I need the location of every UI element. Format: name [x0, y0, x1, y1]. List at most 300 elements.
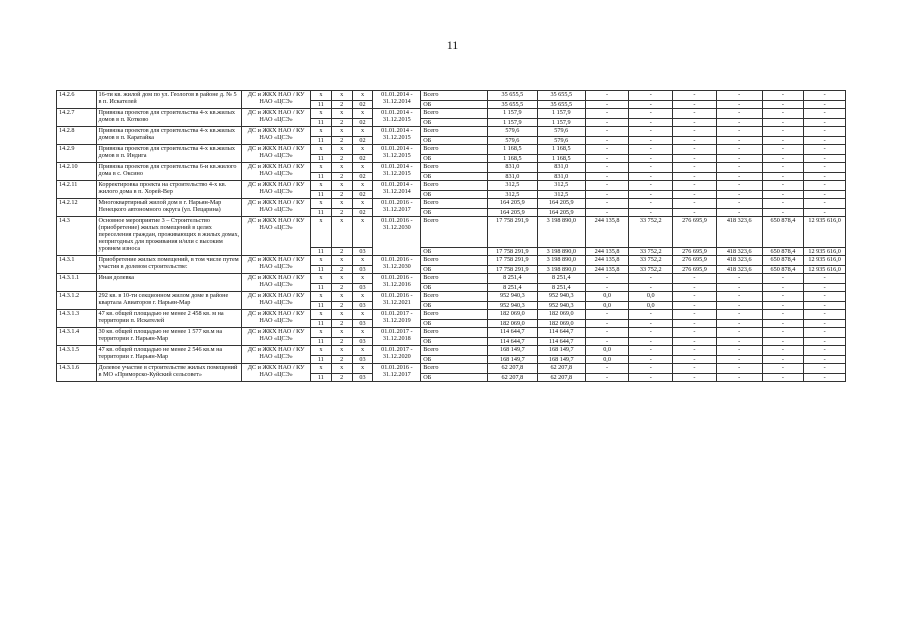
- amount-cell: -: [716, 364, 762, 374]
- amount-cell: 17 758 291,9: [487, 248, 537, 256]
- code-cell: x: [331, 310, 352, 320]
- code-cell: 03: [352, 320, 373, 328]
- amount-cell: 168 149,7: [487, 346, 537, 356]
- code-cell: 2: [331, 137, 352, 145]
- source-label: Всего: [421, 328, 488, 338]
- executor: ДС и ЖКХ НАО / КУ НАО «ЦСЭ»: [242, 109, 311, 127]
- amount-cell: 1 157,9: [487, 119, 537, 127]
- executor: ДС и ЖКХ НАО / КУ НАО «ЦСЭ»: [242, 145, 311, 163]
- amount-cell: -: [673, 338, 717, 346]
- amount-cell: -: [585, 91, 629, 101]
- amount-cell: 164 205,9: [487, 209, 537, 217]
- code-cell: x: [331, 328, 352, 338]
- code-cell: x: [331, 217, 352, 248]
- row-number: 14.2.11: [57, 181, 97, 199]
- code-cell: x: [352, 181, 373, 191]
- amount-cell: 33 752,2: [629, 256, 673, 266]
- code-cell: x: [352, 163, 373, 173]
- table-row: [57, 256, 846, 266]
- source-label: Всего: [421, 346, 488, 356]
- amount-cell: -: [673, 181, 717, 191]
- code-cell: x: [310, 91, 331, 101]
- activity-name: Привязка проектов для строительства 6-и кв.жилого дома в с. Оксино: [96, 163, 242, 181]
- amount-cell: -: [762, 274, 804, 284]
- amount-cell: -: [673, 209, 717, 217]
- amount-cell: -: [585, 209, 629, 217]
- code-cell: 2: [331, 302, 352, 310]
- code-cell: 03: [352, 284, 373, 292]
- amount-cell: 35 655,5: [537, 91, 585, 101]
- code-cell: x: [310, 274, 331, 284]
- source-label: ОБ: [421, 101, 488, 109]
- amount-cell: -: [673, 356, 717, 364]
- amount-cell: -: [804, 101, 846, 109]
- amount-cell: -: [804, 127, 846, 137]
- code-cell: x: [352, 364, 373, 374]
- amount-cell: -: [629, 199, 673, 209]
- amount-cell: -: [629, 274, 673, 284]
- amount-cell: -: [629, 310, 673, 320]
- table-row: [57, 145, 846, 155]
- amount-cell: 0,0: [585, 292, 629, 302]
- amount-cell: 244 135,8: [585, 266, 629, 274]
- row-number: 14.2.7: [57, 109, 97, 127]
- amount-cell: -: [673, 310, 717, 320]
- code-cell: 11: [310, 374, 331, 382]
- amount-cell: -: [716, 119, 762, 127]
- executor: ДС и ЖКХ НАО / КУ НАО «ЦСЭ»: [242, 310, 311, 328]
- amount-cell: 1 157,9: [487, 109, 537, 119]
- amount-cell: 831,0: [487, 173, 537, 181]
- amount-cell: 33 752,2: [629, 248, 673, 256]
- amount-cell: -: [585, 163, 629, 173]
- code-cell: x: [352, 292, 373, 302]
- amount-cell: -: [629, 356, 673, 364]
- table-row: [57, 346, 846, 356]
- amount-cell: -: [804, 320, 846, 328]
- amount-cell: -: [762, 374, 804, 382]
- amount-cell: 3 198 890,0: [537, 217, 585, 248]
- source-label: Всего: [421, 217, 488, 248]
- amount-cell: -: [585, 274, 629, 284]
- amount-cell: -: [673, 109, 717, 119]
- code-cell: 11: [310, 173, 331, 181]
- table-row: [57, 310, 846, 320]
- amount-cell: -: [716, 310, 762, 320]
- period: 01.01.2014 - 31.12.2015: [373, 163, 421, 181]
- period: 01.01.2016 - 31.12.2016: [373, 274, 421, 292]
- source-label: ОБ: [421, 266, 488, 274]
- amount-cell: 579,6: [487, 127, 537, 137]
- amount-cell: 168 149,7: [487, 356, 537, 364]
- amount-cell: -: [629, 328, 673, 338]
- amount-cell: -: [629, 119, 673, 127]
- code-cell: x: [310, 109, 331, 119]
- amount-cell: -: [629, 209, 673, 217]
- amount-cell: -: [629, 101, 673, 109]
- amount-cell: -: [804, 155, 846, 163]
- amount-cell: -: [804, 109, 846, 119]
- amount-cell: 579,6: [537, 137, 585, 145]
- code-cell: x: [331, 346, 352, 356]
- amount-cell: 0,0: [629, 302, 673, 310]
- row-number: 14.2.9: [57, 145, 97, 163]
- period: 01.01.2016 - 31.12.2017: [373, 199, 421, 217]
- source-label: Всего: [421, 91, 488, 101]
- period: 01.01.2016 - 31.12.2017: [373, 364, 421, 382]
- code-cell: x: [310, 163, 331, 173]
- amount-cell: -: [804, 284, 846, 292]
- amount-cell: -: [762, 302, 804, 310]
- code-cell: 2: [331, 209, 352, 217]
- code-cell: 03: [352, 266, 373, 274]
- row-number: 14.2.12: [57, 199, 97, 217]
- amount-cell: -: [585, 284, 629, 292]
- amount-cell: 650 878,4: [762, 217, 804, 248]
- source-label: ОБ: [421, 320, 488, 328]
- amount-cell: 62 207,8: [487, 364, 537, 374]
- code-cell: x: [310, 256, 331, 266]
- source-label: ОБ: [421, 119, 488, 127]
- amount-cell: -: [762, 155, 804, 163]
- code-cell: x: [352, 145, 373, 155]
- amount-cell: -: [716, 91, 762, 101]
- code-cell: 11: [310, 248, 331, 256]
- amount-cell: -: [673, 199, 717, 209]
- amount-cell: -: [762, 137, 804, 145]
- table-row: [57, 127, 846, 137]
- amount-cell: 3 198 890,0: [537, 256, 585, 266]
- amount-cell: 8 251,4: [487, 274, 537, 284]
- code-cell: x: [310, 310, 331, 320]
- amount-cell: 8 251,4: [537, 274, 585, 284]
- amount-cell: 12 935 616,0: [804, 266, 846, 274]
- code-cell: x: [352, 109, 373, 119]
- amount-cell: -: [585, 137, 629, 145]
- amount-cell: -: [804, 173, 846, 181]
- amount-cell: 952 940,3: [487, 292, 537, 302]
- page-number: 11: [446, 38, 459, 52]
- amount-cell: -: [585, 310, 629, 320]
- row-number: 14.3: [57, 217, 97, 256]
- code-cell: 11: [310, 155, 331, 163]
- amount-cell: 650 878,4: [762, 266, 804, 274]
- amount-cell: -: [804, 346, 846, 356]
- amount-cell: 831,0: [537, 173, 585, 181]
- period: 01.01.2014 - 31.12.2015: [373, 109, 421, 127]
- code-cell: 2: [331, 284, 352, 292]
- amount-cell: -: [804, 191, 846, 199]
- table-row: [57, 328, 846, 338]
- amount-cell: -: [804, 119, 846, 127]
- code-cell: x: [331, 256, 352, 266]
- table-row: [57, 199, 846, 209]
- amount-cell: 182 069,0: [537, 320, 585, 328]
- amount-cell: 418 323,6: [716, 266, 762, 274]
- code-cell: x: [331, 181, 352, 191]
- amount-cell: -: [673, 137, 717, 145]
- row-number: 14.3.1.5: [57, 346, 97, 364]
- table-row: [57, 163, 846, 173]
- amount-cell: 0,0: [629, 292, 673, 302]
- amount-cell: 418 323,6: [716, 217, 762, 248]
- period: 01.01.2014 - 31.12.2014: [373, 91, 421, 109]
- code-cell: x: [352, 199, 373, 209]
- amount-cell: 952 940,3: [487, 302, 537, 310]
- amount-cell: -: [629, 338, 673, 346]
- source-label: ОБ: [421, 338, 488, 346]
- code-cell: x: [310, 127, 331, 137]
- amount-cell: -: [762, 181, 804, 191]
- amount-cell: -: [762, 320, 804, 328]
- code-cell: x: [310, 328, 331, 338]
- amount-cell: -: [673, 364, 717, 374]
- row-number: 14.3.1.3: [57, 310, 97, 328]
- row-number: 14.3.1.2: [57, 292, 97, 310]
- code-cell: x: [310, 145, 331, 155]
- code-cell: x: [352, 127, 373, 137]
- amount-cell: 1 168,5: [537, 155, 585, 163]
- code-cell: 2: [331, 338, 352, 346]
- amount-cell: -: [629, 346, 673, 356]
- amount-cell: 62 207,8: [487, 374, 537, 382]
- amount-cell: 0,0: [585, 356, 629, 364]
- amount-cell: -: [762, 127, 804, 137]
- amount-cell: 164 205,9: [487, 199, 537, 209]
- amount-cell: -: [629, 364, 673, 374]
- code-cell: 02: [352, 191, 373, 199]
- code-cell: 11: [310, 284, 331, 292]
- amount-cell: -: [762, 109, 804, 119]
- amount-cell: -: [585, 328, 629, 338]
- amount-cell: -: [716, 109, 762, 119]
- amount-cell: 579,6: [487, 137, 537, 145]
- code-cell: 2: [331, 266, 352, 274]
- table-body: [57, 91, 846, 382]
- amount-cell: 12 935 616,0: [804, 256, 846, 266]
- amount-cell: -: [762, 284, 804, 292]
- code-cell: x: [310, 181, 331, 191]
- amount-cell: 164 205,9: [537, 199, 585, 209]
- code-cell: x: [331, 199, 352, 209]
- amount-cell: 244 135,8: [585, 256, 629, 266]
- code-cell: x: [352, 91, 373, 101]
- amount-cell: 952 940,3: [537, 292, 585, 302]
- code-cell: x: [310, 364, 331, 374]
- amount-cell: -: [762, 163, 804, 173]
- activity-name: Привязка проектов для строительства 4-х кв.жилых домов в п. Котково: [96, 109, 242, 127]
- amount-cell: 8 251,4: [487, 284, 537, 292]
- period: 01.01.2016 - 31.12.2030: [373, 256, 421, 274]
- amount-cell: -: [673, 374, 717, 382]
- source-label: ОБ: [421, 248, 488, 256]
- amount-cell: -: [762, 199, 804, 209]
- code-cell: x: [331, 91, 352, 101]
- amount-cell: -: [804, 209, 846, 217]
- amount-cell: -: [804, 91, 846, 101]
- amount-cell: 244 135,8: [585, 248, 629, 256]
- amount-cell: 276 695,9: [673, 217, 717, 248]
- amount-cell: 12 935 616,0: [804, 248, 846, 256]
- amount-cell: 62 207,8: [537, 374, 585, 382]
- code-cell: 11: [310, 266, 331, 274]
- amount-cell: -: [716, 284, 762, 292]
- amount-cell: -: [585, 181, 629, 191]
- amount-cell: -: [585, 155, 629, 163]
- table-row: [57, 292, 846, 302]
- amount-cell: -: [716, 191, 762, 199]
- amount-cell: -: [585, 127, 629, 137]
- amount-cell: -: [762, 338, 804, 346]
- source-label: ОБ: [421, 137, 488, 145]
- amount-cell: -: [716, 181, 762, 191]
- amount-cell: -: [673, 119, 717, 127]
- executor: ДС и ЖКХ НАО / КУ НАО «ЦСЭ»: [242, 292, 311, 310]
- amount-cell: -: [716, 101, 762, 109]
- amount-cell: -: [762, 173, 804, 181]
- period: 01.01.2014 - 31.12.2015: [373, 145, 421, 163]
- code-cell: x: [331, 163, 352, 173]
- row-number: 14.3.1.6: [57, 364, 97, 382]
- amount-cell: -: [716, 346, 762, 356]
- amount-cell: -: [716, 173, 762, 181]
- amount-cell: -: [762, 191, 804, 199]
- amount-cell: 1 168,5: [487, 145, 537, 155]
- amount-cell: -: [673, 284, 717, 292]
- amount-cell: 1 157,9: [537, 109, 585, 119]
- table-row: [57, 217, 846, 248]
- row-number: 14.2.8: [57, 127, 97, 145]
- code-cell: x: [352, 217, 373, 248]
- amount-cell: -: [716, 328, 762, 338]
- code-cell: x: [352, 256, 373, 266]
- amount-cell: -: [673, 346, 717, 356]
- amount-cell: -: [673, 127, 717, 137]
- code-cell: 03: [352, 302, 373, 310]
- activity-name: 47 кв. общей площадью не менее 2 458 кв. м на территории п. Искателей: [96, 310, 242, 328]
- activity-name: Привязка проектов для строительства 4-х кв.жилых домов в п. Каратайка: [96, 127, 242, 145]
- amount-cell: 276 695,9: [673, 256, 717, 266]
- amount-cell: -: [716, 127, 762, 137]
- amount-cell: -: [673, 328, 717, 338]
- code-cell: 2: [331, 173, 352, 181]
- activity-name: 47 кв. общей площадью не менее 2 546 кв.м на территории г. Нарьян-Мар: [96, 346, 242, 364]
- amount-cell: 8 251,4: [537, 284, 585, 292]
- amount-cell: 1 168,5: [537, 145, 585, 155]
- code-cell: x: [331, 274, 352, 284]
- amount-cell: -: [716, 274, 762, 284]
- source-label: Всего: [421, 274, 488, 284]
- amount-cell: 35 655,5: [487, 91, 537, 101]
- source-label: Всего: [421, 163, 488, 173]
- amount-cell: -: [716, 145, 762, 155]
- code-cell: 03: [352, 374, 373, 382]
- amount-cell: 35 655,5: [487, 101, 537, 109]
- activity-name: Долевое участие в строительстве жилых помещений в МО «Приморско-Куйский сельсовет»: [96, 364, 242, 382]
- table-row: [57, 91, 846, 101]
- code-cell: 11: [310, 338, 331, 346]
- amount-cell: 952 940,3: [537, 302, 585, 310]
- amount-cell: 831,0: [537, 163, 585, 173]
- amount-cell: -: [762, 119, 804, 127]
- amount-cell: -: [629, 145, 673, 155]
- amount-cell: -: [673, 91, 717, 101]
- period: 01.01.2017 - 31.12.2018: [373, 328, 421, 346]
- source-label: Всего: [421, 109, 488, 119]
- code-cell: x: [331, 145, 352, 155]
- source-label: Всего: [421, 310, 488, 320]
- amount-cell: -: [804, 163, 846, 173]
- row-number: 14.3.1: [57, 256, 97, 274]
- amount-cell: -: [629, 191, 673, 199]
- code-cell: 02: [352, 209, 373, 217]
- amount-cell: -: [804, 145, 846, 155]
- amount-cell: -: [716, 292, 762, 302]
- amount-cell: -: [673, 292, 717, 302]
- period: 01.01.2016 - 31.12.2030: [373, 217, 421, 256]
- table-row: [57, 109, 846, 119]
- period: 01.01.2017 - 31.12.2020: [373, 346, 421, 364]
- source-label: Всего: [421, 292, 488, 302]
- source-label: ОБ: [421, 374, 488, 382]
- amount-cell: -: [585, 338, 629, 346]
- source-label: ОБ: [421, 209, 488, 217]
- activity-name: Иная долевка: [96, 274, 242, 292]
- source-label: Всего: [421, 199, 488, 209]
- amount-cell: 244 135,8: [585, 217, 629, 248]
- activity-name: Корректировка проекта на строительство 4-х кв. жилого дома в п. Хорей-Вер: [96, 181, 242, 199]
- amount-cell: 0,0: [585, 302, 629, 310]
- source-label: ОБ: [421, 302, 488, 310]
- row-number: 14.2.6: [57, 91, 97, 109]
- code-cell: 2: [331, 248, 352, 256]
- period: 01.01.2014 - 31.12.2015: [373, 127, 421, 145]
- amount-cell: -: [804, 137, 846, 145]
- code-cell: 02: [352, 137, 373, 145]
- amount-cell: -: [716, 320, 762, 328]
- amount-cell: -: [762, 145, 804, 155]
- amount-cell: -: [585, 199, 629, 209]
- source-label: Всего: [421, 181, 488, 191]
- code-cell: 02: [352, 155, 373, 163]
- amount-cell: -: [585, 364, 629, 374]
- amount-cell: -: [762, 209, 804, 217]
- amount-cell: -: [804, 374, 846, 382]
- code-cell: 2: [331, 374, 352, 382]
- amount-cell: 312,5: [537, 181, 585, 191]
- code-cell: x: [310, 199, 331, 209]
- amount-cell: -: [716, 338, 762, 346]
- activity-name: Привязка проектов для строительства 4-х кв.жилых домов в п. Индига: [96, 145, 242, 163]
- amount-cell: -: [716, 302, 762, 310]
- period: 01.01.2014 - 31.12.2014: [373, 181, 421, 199]
- source-label: ОБ: [421, 155, 488, 163]
- code-cell: x: [331, 292, 352, 302]
- row-number: 14.3.1.4: [57, 328, 97, 346]
- amount-cell: -: [762, 328, 804, 338]
- code-cell: x: [331, 364, 352, 374]
- amount-cell: -: [585, 145, 629, 155]
- amount-cell: -: [716, 155, 762, 163]
- amount-cell: 182 069,0: [487, 320, 537, 328]
- amount-cell: -: [629, 163, 673, 173]
- code-cell: 2: [331, 356, 352, 364]
- amount-cell: -: [629, 374, 673, 382]
- amount-cell: -: [716, 209, 762, 217]
- amount-cell: 1 157,9: [537, 119, 585, 127]
- amount-cell: 17 758 291,9: [487, 217, 537, 248]
- amount-cell: -: [673, 302, 717, 310]
